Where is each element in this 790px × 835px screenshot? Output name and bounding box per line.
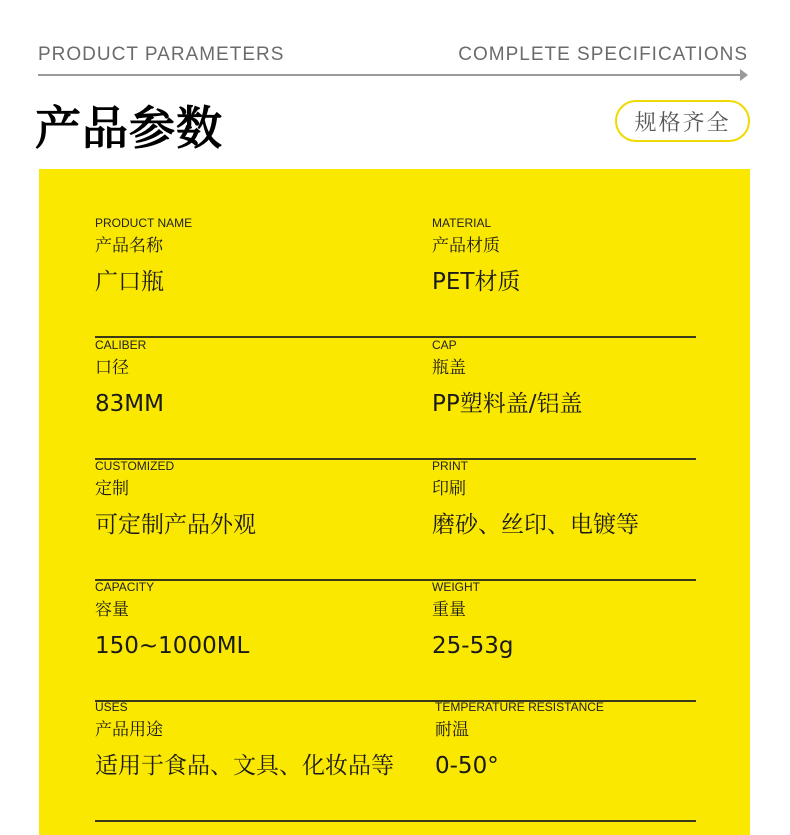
param-label-en: TEMPERATURE RESISTANCE <box>435 700 604 714</box>
param-value: 150~1000ML <box>95 633 250 659</box>
param-cell-print <box>432 459 639 539</box>
param-value: 83MM <box>95 391 164 417</box>
param-row <box>95 700 696 822</box>
section-sublabel-en: COMPLETE SPECIFICATIONS <box>458 44 748 65</box>
spec-badge: 规格齐全 <box>615 100 750 142</box>
param-label-zh: 口径 <box>95 358 129 378</box>
param-value: 0-50° <box>435 753 499 779</box>
header-divider <box>38 74 742 76</box>
param-value: 可定制产品外观 <box>95 512 256 538</box>
param-label-en: CAP <box>432 338 457 352</box>
param-label-en: WEIGHT <box>432 580 480 594</box>
parameters-panel <box>39 169 750 835</box>
param-label-zh: 印刷 <box>432 479 466 499</box>
param-label-zh: 容量 <box>95 600 129 620</box>
param-label-en: CUSTOMIZED <box>95 459 175 473</box>
param-label-zh: 产品用途 <box>95 720 163 740</box>
param-label-en: CALIBER <box>95 338 147 352</box>
param-cell-product-name <box>95 216 192 296</box>
row-divider <box>95 820 696 822</box>
param-label-zh: 重量 <box>432 600 466 620</box>
param-value: PP塑料盖/铝盖 <box>432 391 583 417</box>
param-cell-capacity <box>95 580 249 660</box>
section-label-en: PRODUCT PARAMETERS <box>38 44 285 65</box>
param-cell-weight <box>432 580 513 660</box>
param-label-en: PRINT <box>432 459 468 473</box>
param-label-zh: 瓶盖 <box>432 358 466 378</box>
param-label-zh: 耐温 <box>435 720 469 740</box>
param-value: 磨砂、丝印、电镀等 <box>432 512 639 538</box>
param-value: 适用于食品、文具、化妆品等 <box>95 753 394 779</box>
param-value: 25-53g <box>432 633 514 659</box>
param-label-zh: 定制 <box>95 479 129 499</box>
param-row <box>95 580 696 702</box>
param-label-zh: 产品名称 <box>95 236 163 256</box>
page-title: 产品参数 <box>35 101 223 155</box>
arrow-right-icon <box>740 69 748 81</box>
param-label-en: CAPACITY <box>95 580 155 594</box>
param-row <box>95 459 696 581</box>
param-label-en: PRODUCT NAME <box>95 216 193 230</box>
param-cell-material <box>432 216 520 296</box>
param-value: PET材质 <box>432 269 521 295</box>
param-label-en: MATERIAL <box>432 216 492 230</box>
param-cell-temperature-resistance <box>435 700 604 780</box>
param-label-zh: 产品材质 <box>432 236 500 256</box>
param-cell-cap <box>432 338 583 418</box>
param-row <box>95 338 696 460</box>
param-label-en: USES <box>95 700 128 714</box>
param-cell-customized <box>95 459 256 539</box>
param-cell-caliber <box>95 338 164 418</box>
param-cell-uses <box>95 700 394 780</box>
param-value: 广口瓶 <box>95 269 164 295</box>
param-row <box>95 216 696 338</box>
